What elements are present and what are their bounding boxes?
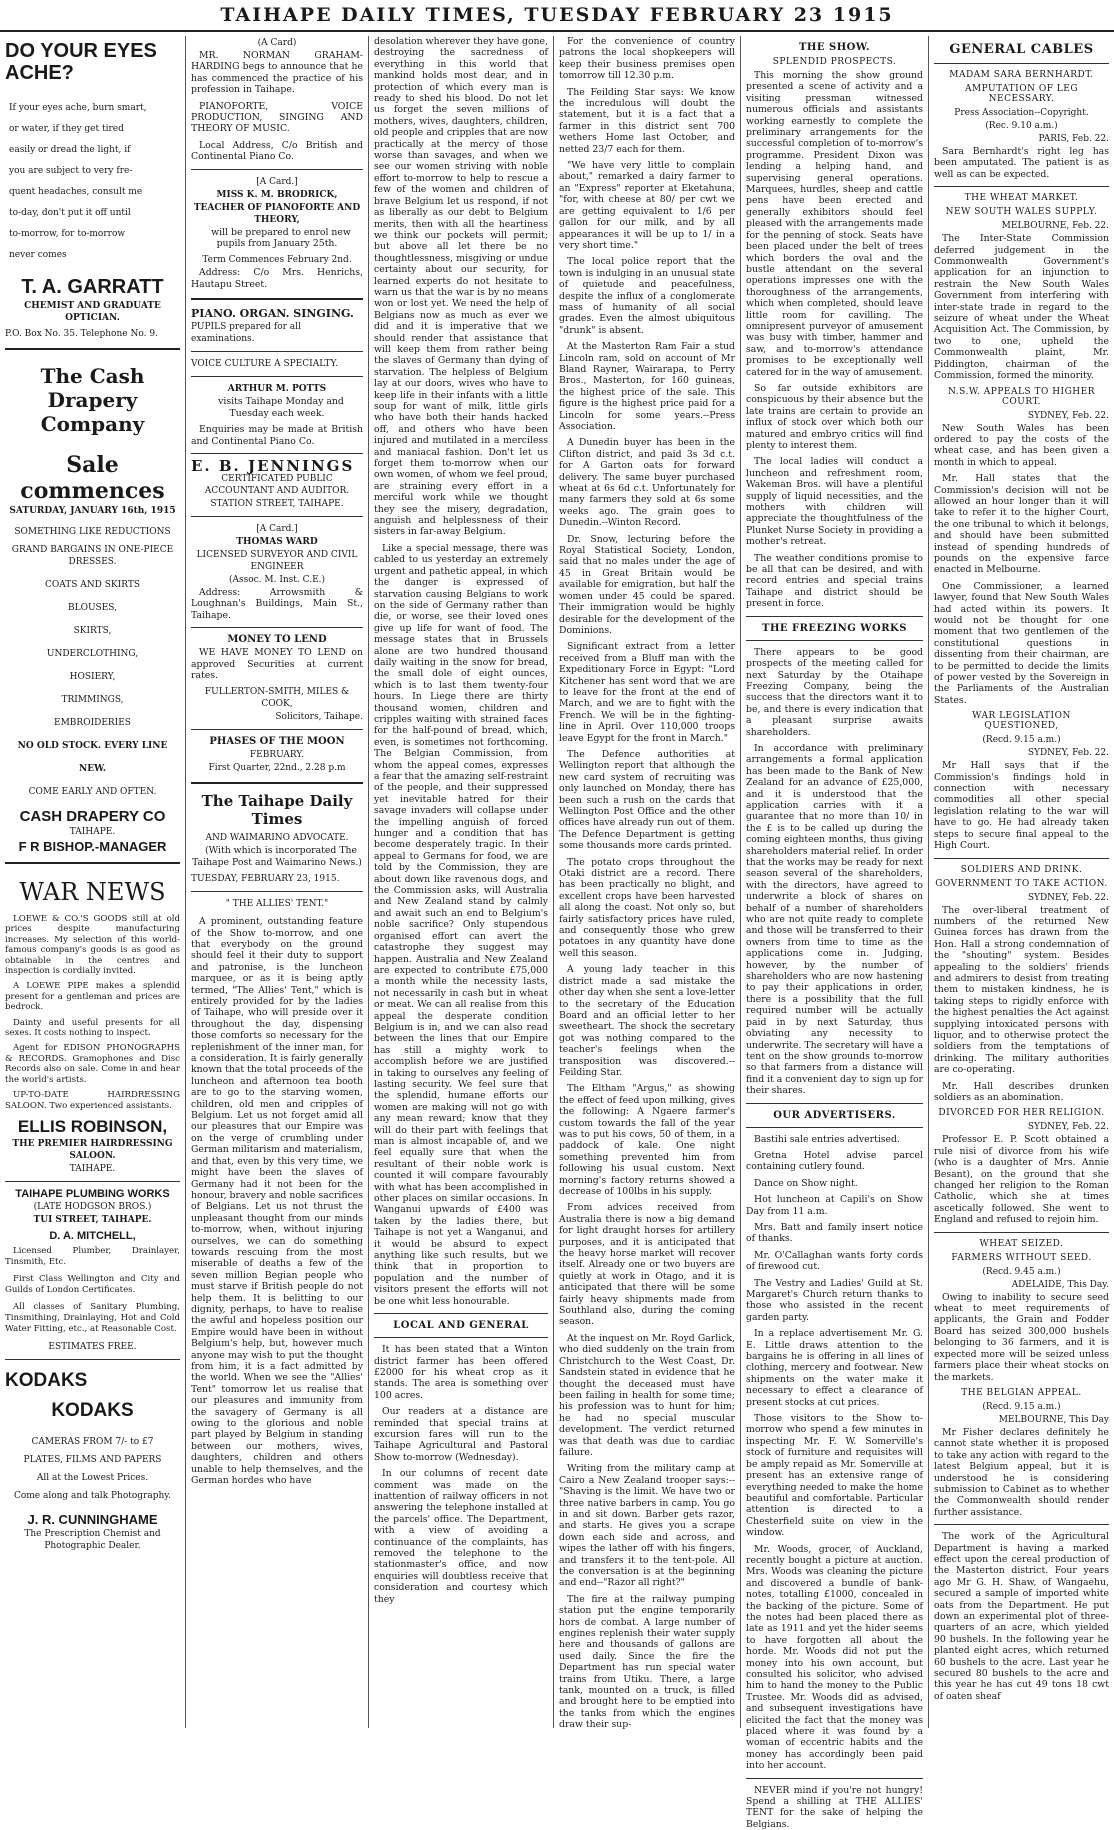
advertisers-paragraph: Dance on Show night. — [754, 1177, 858, 1189]
plumbing-name: D. A. MITCHELL, — [49, 1229, 136, 1242]
voice-line: VOICE CULTURE A SPECIALTY. — [191, 359, 339, 370]
piano-heading: PIANO. ORGAN. SINGING. — [191, 307, 354, 321]
jennings-street: STATION STREET, TAIHAPE. — [210, 498, 344, 509]
news-paragraph: The Defence authorities at Wellington report that although the new card system of recruiting was only launched on Monday, there has been such a rush on the cards that Wellington Post Office and the other offices have already run out of them. The Defence Department is getting some thousands more cards printed. — [559, 748, 735, 852]
divider — [191, 298, 363, 300]
brodrick-address: Address: C/o Mrs. Henrichs, Hautapu Street. — [191, 267, 363, 290]
eyes-line: quent headaches, consult me — [9, 187, 143, 197]
jennings-name: E. B. JENNINGS — [191, 456, 355, 475]
lowest-line: All at the Lowest Prices. — [36, 1472, 149, 1483]
war-legislation-place: SYDNEY, Feb. 22. — [1027, 748, 1109, 759]
divider — [746, 616, 923, 617]
divider — [191, 729, 363, 730]
nsw-title: N.S.W. APPEALS TO HIGHER COURT. — [948, 386, 1095, 407]
divider — [191, 516, 363, 517]
eyes-title: DO YOUR EYES ACHE? — [5, 40, 157, 84]
advertisers-paragraph: Bastihi sale entries advertised. — [754, 1133, 900, 1145]
brodrick-paragraph: will be prepared to enrol new pupils from January 25th. — [211, 226, 351, 250]
cash-co: CASH DRAPERY CO — [19, 808, 166, 825]
divider — [191, 376, 363, 377]
advertisers-paragraph: Hot luncheon at Capili's on Show Day from 11 a.m. — [746, 1194, 923, 1217]
sara-subtitle: AMPUTATION OF LEG NECESSARY. — [964, 84, 1079, 104]
show-subtitle: SPLENDID PROSPECTS. — [772, 57, 897, 67]
divider — [191, 169, 363, 170]
divider — [191, 351, 363, 352]
wheat-market-sub: NEW SOUTH WALES SUPPLY. — [945, 207, 1098, 218]
paper-sub: AND WAIMARINO ADVOCATE. — [205, 833, 349, 844]
divider — [191, 782, 363, 784]
masthead-title: TAIHAPE DAILY TIMES, TUESDAY FEBRUARY 23 1915 — [220, 4, 894, 26]
ward-name: THOMAS WARD — [236, 536, 318, 547]
sale-line: HOSIERY, — [69, 672, 116, 682]
allies-title: " THE ALLIES' TENT." — [225, 899, 329, 910]
divider — [191, 891, 363, 892]
war-news-paragraph: Agent for EDISON PHONOGRAPHS & RECORDS. Gramophones and Disc Records also on sale. Come in and hear the world's artists. — [5, 1043, 180, 1085]
allies-tent-notice: NEVER mind if you're not hungry! Spend a shilling at THE ALLIES' TENT for the sake of helping the Belgians. — [746, 1784, 923, 1830]
divider — [934, 1232, 1109, 1233]
sale-line: GRAND BARGAINS IN ONE-PIECE DRESSES. — [11, 545, 174, 567]
sale-line: SKIRTS, — [73, 626, 112, 636]
advertisers-paragraph: Mr. Woods, grocer, of Auckland, recently bought a picture at auction. Mrs. Woods was cleaning the picture and discovered a bundle of bank-notes, totalling £1000, concealed in the backing of the picture. Some of the notes had been placed there as late as 1911 and yet the hider seems to have forgotten all about the horde. Mr. Woods did not put the money into his own account, but consulted his solicitor, who advised him to hand the money to the Public Trustee. Mr. Woods did as advised, and subsequent investigations have elicited the fact that the money was placed where it was found by a woman of eccentric habits and the money has accordingly been paid into her account. — [746, 1543, 923, 1772]
eyes-line: you are subject to very fre- — [9, 166, 133, 176]
divider — [5, 1359, 180, 1360]
news-paragraph: The potato crops throughout the Otaki district are a record. There has been practically no blight, and excellent crops have been harvested all along the coast. Not only so, but fairly satisfactory prices have ruled, and consequently those who grew potatoes in any quantity have done well this season. — [559, 856, 735, 959]
allies-paragraph: A prominent, outstanding feature of the Show to-morrow, and one that everybody on the ground should feel it their duty to support and patronise, is the luncheon marquee, or as it is being aptly termed, "The Allies' Tent," which is entirely provided for by the ladies of Taihape, who will preside over it throughout the day, dispensing those comforts so necessary for the replenishment of the inner man, for a consideration. It is fairly generally known that the total proceeds of the luncheon and afternoon tea booth are to go to the starving women, children, old men and cripples of Belgium. Let us not forget amid all our pleasures that our Empire was on the verge of crumbling under German militarism and materialism, and that, even by this very time, we might have been the slaves of Germany had it not been for the honour, bravery and noble sacrifices of Belgians. Let us not thrust the unpleasant thought from our minds to-morrow, when, without injuring ourselves, we can do something towards rescuing from the most miserable of deaths a few of the seven million Begian people who must starve if British people do not help them. It is belitting to our dignity, perhaps, to have to realise the awful and hopeless position our Empire would have been in without Belgium's help, but, however much anyone may wish to put the thought from him, it is a fact admitted by the world. When we see the "Allies' Tent" tomorrow let us realise that our pleasures and immunity from the savagery of Germany is all owing to the glorious and noble part played by Belgium in standing between our mothers, wives, daughters, children and others unable to help themselves, and the German hordes who have — [191, 916, 363, 1487]
news-paragraph: The fire at the railway pumping station put the engine temporarily hors de combat. A large number of engines replenish their water supply here and thousands of gallons are used daily. Since the fire the Department has run special water trains from Utiku. There, a large tank, mounted on a truck, is filled and brought here to be emptied into the tanks from which the engines draw their sup- — [559, 1593, 735, 1731]
sale-date: SATURDAY, JANUARY 16th, 1915 — [9, 506, 176, 516]
sale-line: COATS AND SKIRTS — [45, 580, 140, 590]
fullerton-sub: Solicitors, Taihape. — [275, 712, 363, 723]
divider — [5, 862, 180, 864]
divider — [5, 1181, 180, 1182]
local-paragraph: Our readers at a distance are reminded that special trains at excursion fares will run to the Taihape Agricultural and Pastoral Show to-morrow (Wednesday). — [374, 1406, 548, 1463]
local-general-title: LOCAL AND GENERAL — [393, 1320, 529, 1332]
plumbing-paragraph: All classes of Sanitary Plumbing, Tinsmithing, Drainlaying, Hot and Cold Water Fitting, etc., at Reasonable Cost. — [5, 1301, 180, 1335]
sale-line: EMBROIDERIES — [54, 718, 131, 728]
divider — [934, 1524, 1109, 1525]
news-paragraph: A Dunedin buyer has been in the Clifton district, and paid 3s 3d c.t. for A Garton oats for forward delivery. The same buyer purchased wheat at 6s 6d c.t. Unfortunately for many farmers they sold at 6s some weeks ago. The grain goes to Dunedin.--Winton Record. — [559, 437, 735, 529]
divorce-place: SYDNEY, Feb. 22. — [1027, 1122, 1109, 1133]
sara-title: MADAM SARA BERNHARDT. — [949, 70, 1094, 80]
column-2-cards — [185, 36, 368, 1728]
norman-paragraph: PIANOFORTE, VOICE PRODUCTION, SINGING AND THEORY OF MUSIC. — [191, 100, 363, 135]
sale-line: UNDERCLOTHING, — [46, 649, 139, 659]
divider — [746, 640, 923, 641]
column-3-editorial — [368, 36, 553, 1728]
nsw-paragraph: One Commissioner, a learned lawyer, found that New South Wales had acted within its powers. It would not be thought for one moment that two gentlemen of the constitutional questions in dissenting from their chairman, are to be permitted to decide the limits of power vested by the Sovereign in the Parliaments of the Australian States. — [934, 580, 1109, 706]
norman-paragraph: Local Address, C/o British and Continental Piano Co. — [191, 139, 363, 163]
column-6-general-cables — [928, 36, 1114, 1728]
war-news-paragraph: LOEWE & CO.'S GOODS still at old prices despite manufacturing increases. My selection of this world-famous company's goods is as good as obtainable in the centres and inspection is cordially invited. — [5, 914, 180, 977]
cash-town: TAIHAPE. — [69, 827, 116, 837]
eyes-text — [5, 98, 180, 266]
eyes-line: or water, if they get tired — [9, 124, 124, 134]
sale-line: SOMETHING LIKE REDUCTIONS — [14, 527, 171, 537]
news-paragraph: Significant extract from a letter received from a Bluff man with the Expeditionary Force in Egypt: "Lord Kitchener has sent word that we are to leave for the front at the end of March, and we are to fight with the French. We will be in the fighting-line in April. Over 110,000 troops leave Egypt for the front in March." — [559, 641, 735, 744]
sara-received: (Rec. 9.10 a.m.) — [985, 121, 1058, 131]
divider — [934, 186, 1109, 187]
garratt-sub: CHEMIST AND GRADUATE OPTICIAN. — [24, 301, 161, 323]
fullerton-name: FULLERTON-SMITH, MILES & COOK, — [204, 687, 350, 710]
potts-paragraph: visits Taihape Monday and Tuesday each week. — [218, 396, 344, 419]
plumbing-title: TAIHAPE PLUMBING WORKS — [15, 1187, 170, 1200]
card-label: [A Card.] — [256, 176, 298, 187]
paper-date: TUESDAY, FEBRUARY 23, 1915. — [191, 874, 340, 885]
divider — [374, 1337, 548, 1338]
advertisers-paragraph: Mr. O'Callaghan wants forty cords of firewood cut. — [746, 1249, 923, 1273]
sara-paragraph: Sara Bernhardt's right leg has been amputated. The patient is as well as can be expected. — [934, 146, 1109, 180]
war-legislation-title: WAR LEGISLATION QUESTIONED, — [972, 711, 1071, 732]
sale-line: COME EARLY AND OFTEN. — [28, 787, 157, 797]
news-paragraph: The local police report that the town is indulging in an unusual state of quietude and peacefulness, despite the influx of a conglomerate mass of humanity of all social grades. Even the almost ubiquitous "drunk" is absent. — [559, 256, 735, 336]
cash-drapery-title: The Cash Drapery Company — [40, 364, 145, 436]
agriculture-paragraph: The work of the Agricultural Department is having a marked effect upon the cereal production of the Masterton district. Four years ago Mr G. H. Shaw, of Wangaehu, secured a sample of imported white oats from the Department. He put down an experimental plot of three-quarters of an acre, which yielded 90 bushels. In the following year he planted eight acres, which returned 60 bushels to the acre. Last year he secured 80 bushels to the acre and this year he has cut 49 tons 18 cwt of oaten sheaf — [934, 1531, 1109, 1702]
editorial-paragraph: Like a special message, there was cabled to us yesterday an extremely urgent and pathetic appeal, in which the danger is expressed of starvation causing Belgians to work on the side of Germany rather than die, or worse, see their loved ones give up life for want of food. The message states that in Brussels alone are two hundred thousand daily waiting in the snow for bread, the small dole of eight ounces, which is to last them twenty-four hours. In Liege there are thirty thousand women, children and cripples waiting with strained faces for the half-pound of bread, which, even, is sometimes not forthcoming. The Belgian Commission, from whom the appeal comes, expresses a fear that the amazing self-restraint of the people, and their suppressed yet inevitable hatred for their savage invaders will collapse under the impelling anguish of forced hunger and a condition that has become desperately tragic. In their appeal to Germans for food, we are told by the Commission, they are about down like ravenous dogs, and the Commission asks, will Australia and New Zealand stand by calmly and await such an end to Belgium's noble sacrifice? Only stupendous organised effort can avert the catastrophe they suggest may happen. Australia and New Zealand are expected to contribute £75,000 a month while the necessity lasts, not necessarily in cash but in wheat or meat. We can all realise from this appeal the desperate condition Belgium is in, and we can also read between the lines that our Empire has still a mighty work to accomplish before we are justified in taking to ourselves any feeling of lasting security. We feel sure that the splendid, humane efforts our women are making will not go with any mean reward; know that they will do their part with feelings that man is almost incapable of, and we feel equally sure that when the resultant of their noble work is counted it will compare favourably with what has been accomplished in other places on similar occasions. In Wanganui upwards of £400 was taken by the ladies there, but Taihape is not yet a Wanganui, and it would be absurd to expect anything like such results, but we think that in proportion to population and the number of visitors present the efforts will not be one whit less honourable. — [374, 542, 548, 1307]
cunninghame-sub: The Prescription Chemist and Photographic Dealer. — [24, 1528, 161, 1551]
ellis-town: TAIHAPE. — [69, 1163, 116, 1174]
garratt-name: T. A. GARRATT — [21, 276, 164, 298]
news-paragraph: The Eltham "Argus," as showing the effect of feed upon milking, gives the following: A Ngaere farmer's custom towards the fall of the year was to put his cows, 50 of them, in a paddock of kale. One night something prevented him from following his usual custom. Next morning's factory returns showed a decrease of 100lbs in his supply. — [559, 1083, 735, 1197]
ellis-sub: THE PREMIER HAIRDRESSING SALOON. — [12, 1138, 173, 1161]
freezing-paragraph: There appears to be good prospects of the meeting called for next Saturday by the Otaihape Freezing Company, being the success that the directors want it to be, and there is every indication that a pleasant surprise awaits shareholders. — [746, 646, 923, 738]
ellis-name: ELLIS ROBINSON, — [17, 1116, 168, 1136]
divider — [934, 63, 1109, 64]
plumbing-street: TUI STREET, TAIHAPE. — [33, 1214, 152, 1225]
war-news-paragraph: A LOEWE PIPE makes a splendid present for a gentleman and prices are bedrock. — [5, 981, 180, 1013]
paper-note: (With which is incorporated The Taihape Post and Waimarino News.) — [192, 845, 362, 868]
sale-line: NO OLD STOCK. EVERY LINE NEW. — [17, 741, 168, 774]
talk-line: Come along and talk Photography. — [13, 1490, 172, 1501]
news-paragraph: For the convenience of country patrons the local shopkeepers will keep their business premises open tomorrow till 12.30 p.m. — [559, 36, 735, 82]
divider — [5, 348, 180, 350]
ward-address: Address: Arrowsmith & Loughnan's Buildings, Main St., Taihape. — [191, 586, 363, 621]
wheat-seized-paragraph: Owing to inability to secure seed wheat to meet requirements of applicants, the Grain and Fodder Board has seized 300,000 bushels belonging to 36 farmers, and it is expected more will be seized unless farmers place their wheat stocks on the markets. — [934, 1291, 1109, 1383]
brodrick-term: Term Commences February 2nd. — [202, 255, 352, 266]
soldiers-sub: GOVERNMENT TO TAKE ACTION. — [935, 878, 1108, 889]
wheat-seized-place: ADELAIDE, This Day. — [1011, 1279, 1109, 1290]
news-paragraph: The Feilding Star says: We know the incredulous will doubt the statement, but it is a fact that a farmer in this district sent 700 wethers Home last October, and netted 23/7 each for them. — [559, 86, 735, 155]
soldiers-paragraph: Mr. Hall describes drunken soldiers as an abomination. — [934, 1080, 1109, 1103]
advertisers-paragraph: Those visitors to the Show to-morrow who spend a few minutes in inspecting Mr. F. W. Somerville's stock of furniture and requisites will be amply repaid as Mr. Somerville at present has an extensive range of everything needed to make the home beautiful and comfortable. Particular attention is directed to a Chesterfield suite on view in the window. — [746, 1413, 923, 1539]
kodaks-heading: KODAKS — [51, 1399, 134, 1421]
show-paragraph: The weather conditions promise to be all that can be desired, and with record entries and special trains Taihape and district should be present in force. — [746, 552, 923, 610]
wheat-seized-sub: FARMERS WITHOUT SEED. — [951, 1252, 1092, 1263]
eyes-line: to-day, don't put it off until — [9, 208, 131, 218]
ward-assoc: (Assoc. M. Inst. C.E.) — [228, 574, 326, 585]
cunninghame-name: J. R. CUNNINGHAME — [27, 1511, 158, 1527]
show-title: THE SHOW. — [798, 42, 871, 53]
piano-line: PUPILS prepared for all examinations. — [191, 322, 301, 345]
cash-manager: F R BISHOP.-MANAGER — [18, 839, 167, 854]
sara-press: Press Association--Copyright. — [954, 108, 1089, 118]
war-legislation-received: (Recd. 9.15 a.m.) — [982, 735, 1061, 746]
money-paragraph: WE HAVE MONEY TO LEND on approved Securities at current rates. — [191, 647, 363, 681]
freezing-title: THE FREEZING WORKS — [762, 622, 907, 634]
war-legislation-paragraph: Mr Hall says that if the Commission's findings hold in connection with necessary commodities all other special legislation relating to the war will have to go. He had already taken steps to secure final appeal to the High Court. — [934, 760, 1109, 852]
divider — [374, 1313, 548, 1314]
masthead — [0, 0, 1114, 32]
column-4-local-news — [553, 36, 740, 1731]
news-paragraph: Writing from the military camp at Cairo a New Zealand trooper says:--"Shaving is the limit. We have two or three native barbers in camp. You go in and sit down. Barber gets razor, and starts. He gives you a scrape down each side and across, and wipes the lather off with his fingers, and transfers it to the tent-pole. All the conversation is at the beginning and end--"Razor all right?" — [559, 1463, 735, 1589]
advertisers-paragraph: Gretna Hotel advise parcel containing cutlery found. — [746, 1149, 923, 1173]
cables-title: GENERAL CABLES — [949, 42, 1094, 57]
card-label: [A Card.] — [256, 523, 298, 534]
wheat-market-paragraph: The Inter-State Commission deferred judgement in the Commonwealth Government's application for an injunction to restrain the New South Wales Government from interfering with inter-state trade in regard to the seizure of wheat under the Wheat Acquisition Act. The Commission, by two to one, upheld the Commonwealth plaint, Mr. Piddington, chairman of the Commission, formed the minority. — [934, 233, 1109, 382]
nsw-place: SYDNEY, Feb. 22. — [1027, 410, 1109, 421]
brodrick-name: MISS K. M. BRODRICK, — [216, 189, 338, 200]
nsw-paragraph: Mr. Hall states that the Commission's decision will not be allowed an hour longer than it will take to refer it to the higher Court, the one tribunal to which it belongs, and should have been submitted instead of spending hundreds of pounds on the expensive farce enacted in Melbourne. — [934, 473, 1109, 576]
soldiers-paragraph: The over-liberal treatment of numbers of the returned New Guinea forces has drawn from the Hon. Hall a strong condemnation of the "shouting" system. Besides appealing to the soldiers' friends and admirers to desist from treating them to mistaken kindness, he is taking steps to rigidly enforce with the highest penalties the Act against supplying intoxicated persons with liquor, and to otherwise protect the soldiers from the temptations of drinking. The military authorities are co-operating. — [934, 904, 1109, 1076]
local-paragraph: It has been stated that a Winton district farmer has been offered £2000 for his wheat crop as it stands. The area is something over 100 acres. — [374, 1344, 548, 1401]
news-paragraph: "We have very little to complain about," remarked a dairy farmer to an "Express" reporter at Eketahuna, "for, with cheese at 80/ per cwt we are getting equivalent to 1/6 per gallon for our milk, and by all appearances it will be up to 1/ in a very short time." — [559, 160, 735, 251]
column-5-show-news — [740, 36, 928, 1830]
show-paragraph: So far outside exhibitors are conspicuous by their absence but the late trains are certain to provide an influx of stock over which both our matured and embryo critics will find plenty to interest them. — [746, 382, 923, 451]
sale-list — [5, 521, 180, 804]
show-paragraph: The local ladies will conduct a luncheon and refreshment room, Wakeman Bros. will have a plentiful supply of liquid necessities, and the mothers with children will appreciate the thoughtfulness of the Plunket Nurse Society in providing a mother's retreat. — [746, 456, 923, 548]
phases-month: FEBRUARY. — [249, 750, 305, 761]
sale-title: Sale commences — [20, 452, 165, 504]
phases-title: PHASES OF THE MOON — [209, 736, 345, 748]
sale-line: TRIMMINGS, — [61, 695, 124, 705]
plumbing-paragraph: First Class Wellington and City and Guilds of London Certificates. — [5, 1273, 180, 1296]
divider — [746, 1127, 923, 1128]
soldiers-place: SYDNEY, Feb. 22. — [1027, 892, 1109, 903]
war-news-paragraph: UP-TO-DATE HAIRDRESSING SALOON. Two experienced assistants. — [5, 1090, 180, 1111]
card-label: (A Card) — [257, 38, 297, 48]
garratt-contact: P.O. Box No. 35. Telephone No. 9. — [5, 329, 158, 339]
kodaks-heading: KODAKS — [5, 1369, 88, 1391]
jennings-sub: CERTIFICATED PUBLIC ACCOUNTANT AND AUDITOR. — [204, 473, 350, 496]
divorce-title: DIVORCED FOR HER RELIGION. — [938, 1108, 1105, 1119]
potts-enquiries: Enquiries may be made at British and Continental Piano Co. — [191, 424, 363, 447]
belgian-appeal-place: MELBOURNE, This Day — [998, 1414, 1109, 1425]
eyes-line: to-morrow, for to-morrow — [9, 229, 126, 239]
divider — [746, 1103, 923, 1104]
wheat-market-title: THE WHEAT MARKET. — [964, 193, 1079, 204]
advertisers-paragraph: In a replace advertisement Mr. G. E. Little draws attention to the bargains he is offering in all lines of clothing, mercery and footwear. New shipments on the water make it necessary to effect a clearance of present stocks at cut prices. — [746, 1328, 923, 1408]
divider — [191, 453, 363, 454]
divider — [746, 1778, 923, 1779]
divider — [934, 858, 1109, 859]
wheat-seized-title: WHEAT SEIZED. — [979, 1238, 1064, 1249]
local-paragraph: In our columns of recent date comment was made on the inattention of railway officers in not answering the telephone installed at the parcels' office. The Department, with a view of avoiding a continuance of the complaints, has removed the telephone to the stationmaster's office, and now enquiries will doubtless receive that consideration and courtesy which they — [374, 1468, 548, 1605]
news-paragraph: Dr. Snow, lecturing before the Royal Statistical Society, London, said that no males under the age of 45 in Great Britain would be available for emigration, but half the women under 45 could be spared. Their immigration would be highly desirable for the development of the Dominions. — [559, 533, 735, 636]
advertisers-title: OUR ADVERTISERS. — [773, 1109, 896, 1121]
news-paragraph: At the inquest on Mr. Royd Garlick, who died suddenly on the train from Christchurch to the West Coast, Dr. Sandstein stated in evidence that he thought the deceased must have been failing in health for some time; his profession was to hunt for him; he had no special muscular development. The verdict returned was that death was due to cardiac failure. — [559, 1332, 735, 1458]
eyes-line: If your eyes ache, burn smart, — [9, 103, 147, 113]
sale-line: BLOUSES, — [68, 603, 117, 613]
freezing-paragraph: In accordance with preliminary arrangements a formal application has been made to the Bank of New Zealand for an advance of £25,000, and it is understood that the application carries with it a guarantee that no more than 10/ in the £ is to be called up during the coming eighteen months, thus giving shareholders material relief. In order that the works may be ready for next season several of the shareholders, with the directors, have agreed to underwrite a block of shares on behalf of a number of shareholders who are not quite ready to complete and those will be transferred to their owners from time to time as the applications come in. Judging, however, by the number of shareholders who are now hastening to pay their applications in order, there is a possibility that the full required number will be actually paid in by next Saturday, thus obviating any necessity to underwrite. The secretary will have a tent on the show grounds to-morrow so that farmers from a distance will find it a convenient day to sign up for their shares. — [746, 742, 924, 1097]
norman-paragraph: MR. NORMAN GRAHAM-HARDING begs to announce that he has commenced the practice of his profession in Taihape. — [191, 50, 363, 96]
phases-text: First Quarter, 22nd., 2.28 p.m — [208, 763, 346, 774]
column-1-advertisements — [0, 36, 185, 1728]
eyes-line: never comes — [9, 250, 67, 260]
news-paragraph: From advices received from Australia there is now a big demand for light draught horses for artillery purposes, and it is anticipated that the heavy horse market will recover itself. Already one or two buyers are quietly at work in Otago, and it is anticipated that there will be some fairly heavy shipments made from Southland also, during the coming season. — [559, 1202, 735, 1328]
divorce-paragraph: Professor E. P. Scott obtained a rule nisi of divorce from his wife (who is a daughter of Mrs. Annie Besant), on the ground that she changed her religion to the Roman Catholic, which she at times ascetically followed. She went to England and refused to rejoin him. — [934, 1134, 1109, 1226]
brodrick-sub: TEACHER OF PIANOFORTE AND THEORY, — [193, 202, 361, 225]
news-paragraph: At the Masterton Ram Fair a stud Lincoln ram, sold on account of Mr Bland Rayner, Wairarapa, to Perry Bros., Masterton, for 160 guineas, the highest price of the sale. This figure is the highest price paid for a Lincoln for some years.--Press Association. — [559, 341, 735, 432]
sara-place: PARIS, Feb. 22. — [1038, 134, 1109, 144]
ward-sub: LICENSED SURVEYOR AND CIVIL ENGINEER — [196, 549, 358, 572]
nsw-paragraph: New South Wales has been ordered to pay the costs of the wheat case, and has been given a month in which to appeal. — [934, 422, 1109, 468]
show-paragraph: This morning the show ground presented a scene of activity and a visiting pressman witnessed numerous officials and assistants working earnestly to complete the preliminary arrangements for the successful completion of to-morrow's programme. President Dixon was lending a helping hand, and supervising general operations. Marquees, hurdles, sheep and cattle pens have been erected and generally exhibitors should feel pleased with the arrangements made for the penning of stock. Seats have been placed under the belt of trees which borders the oval and the bustle attendant on the several operations impresses one with the thoroughness of the arrangements, which when completed, should leave little room for cavilling. The omnipresent purveyor of amusement was busy with timber, hammer and saw, and to-morrow's attendance promises to be exceptionally well catered for in the way of amusement. — [746, 70, 923, 378]
eyes-line: easily or dread the light, if — [9, 145, 131, 155]
belgian-appeal-title: THE BELGIAN APPEAL. — [961, 1387, 1082, 1398]
belgian-appeal-received: (Recd. 9.15 a.m.) — [982, 1401, 1061, 1412]
soldiers-title: SOLDIERS AND DRINK. — [960, 864, 1083, 875]
plates-line: PLATES, FILMS AND PAPERS — [23, 1454, 162, 1465]
belgian-appeal-paragraph: Mr Fisher declares definitely he cannot state whether it is proposed to take any action with regard to the latest Belgium appeal, but it is understood he is considering submission to Cabinet as to whether the Commonwealth should render further assistance. — [934, 1426, 1109, 1518]
plumbing-paragraph: Licensed Plumber, Drainlayer, Tinsmith, Etc. — [5, 1245, 180, 1268]
plumbing-estimates: ESTIMATES FREE. — [48, 1341, 137, 1352]
war-news-paragraph: Dainty and useful presents for all sexes. It costs nothing to inspect. — [5, 1017, 180, 1039]
divider — [191, 627, 363, 628]
advertisers-paragraph: The Vestry and Ladies' Guild at St. Margaret's Church return thanks to those who assisted in the recent garden party. — [746, 1277, 923, 1323]
war-news-title: WAR NEWS — [19, 878, 166, 906]
money-title: MONEY TO LEND — [227, 634, 327, 646]
advertisers-paragraph: Mrs. Batt and family insert notice of thanks. — [746, 1221, 923, 1245]
paper-title: The Taihape Daily Times — [201, 792, 353, 829]
editorial-paragraph: desolation wherever they have gone, destroying the sacredness of everything in this world that mankind holds most dear, and in protection of which every man is ready to shed his blood. Do not let us forget the seven millions of mothers, wives, daughters, children, old people and cripples that are now practically at the mercy of those worse than savages, and when we see our women striving with noble effort to-morrow to help to rescue a few of the women and children of brave Belgium let us respond, if not as liberally as our debt to Belgium merits, then with all the heartiness we think our pockets will permit; but above all let there be no thoughtlessness, misgiving or undue certainty about our security, for learned experts do not hesitate to warn us that the war is by no means won or lost yet. We need the help of Belgians now as much as ever we did and it is imperative that we should render that assistance that will keep them from rather being the slaves of Germany than dying of starvation. The helpless of Belgium lay at our doors, wives who have to keep life in their infants with a little soup for want of milk, little girls who have both their hands hacked off, and others who have been injured and mutilated in a merciless and maniacal fashion. Don't let us forget them to-morrow when our own women, of whom we feel proud, are straining every effort in a merciful work while we thought they see the misery, degradation, anguish and helplessness of their sisters in far-away Belgium. — [374, 36, 548, 538]
potts-name: ARTHUR M. POTTS — [227, 384, 327, 395]
cameras-line: CAMERAS FROM 7/- to £7 — [31, 1436, 154, 1447]
plumbing-sub: (LATE HODGSON BROS.) — [33, 1201, 152, 1212]
news-paragraph: A young lady teacher in this district made a sad mistake the other day when she sent a love-letter to the secretary of the Education Board and an official letter to her sweetheart. The shock the secretary got was nothing compared to the teacher's feelings when the transposition was discovered.--Feilding Star. — [559, 964, 735, 1078]
wheat-seized-received: (Recd. 9.45 a.m.) — [982, 1266, 1061, 1277]
wheat-market-place: MELBOURNE, Feb. 22. — [1001, 221, 1109, 232]
